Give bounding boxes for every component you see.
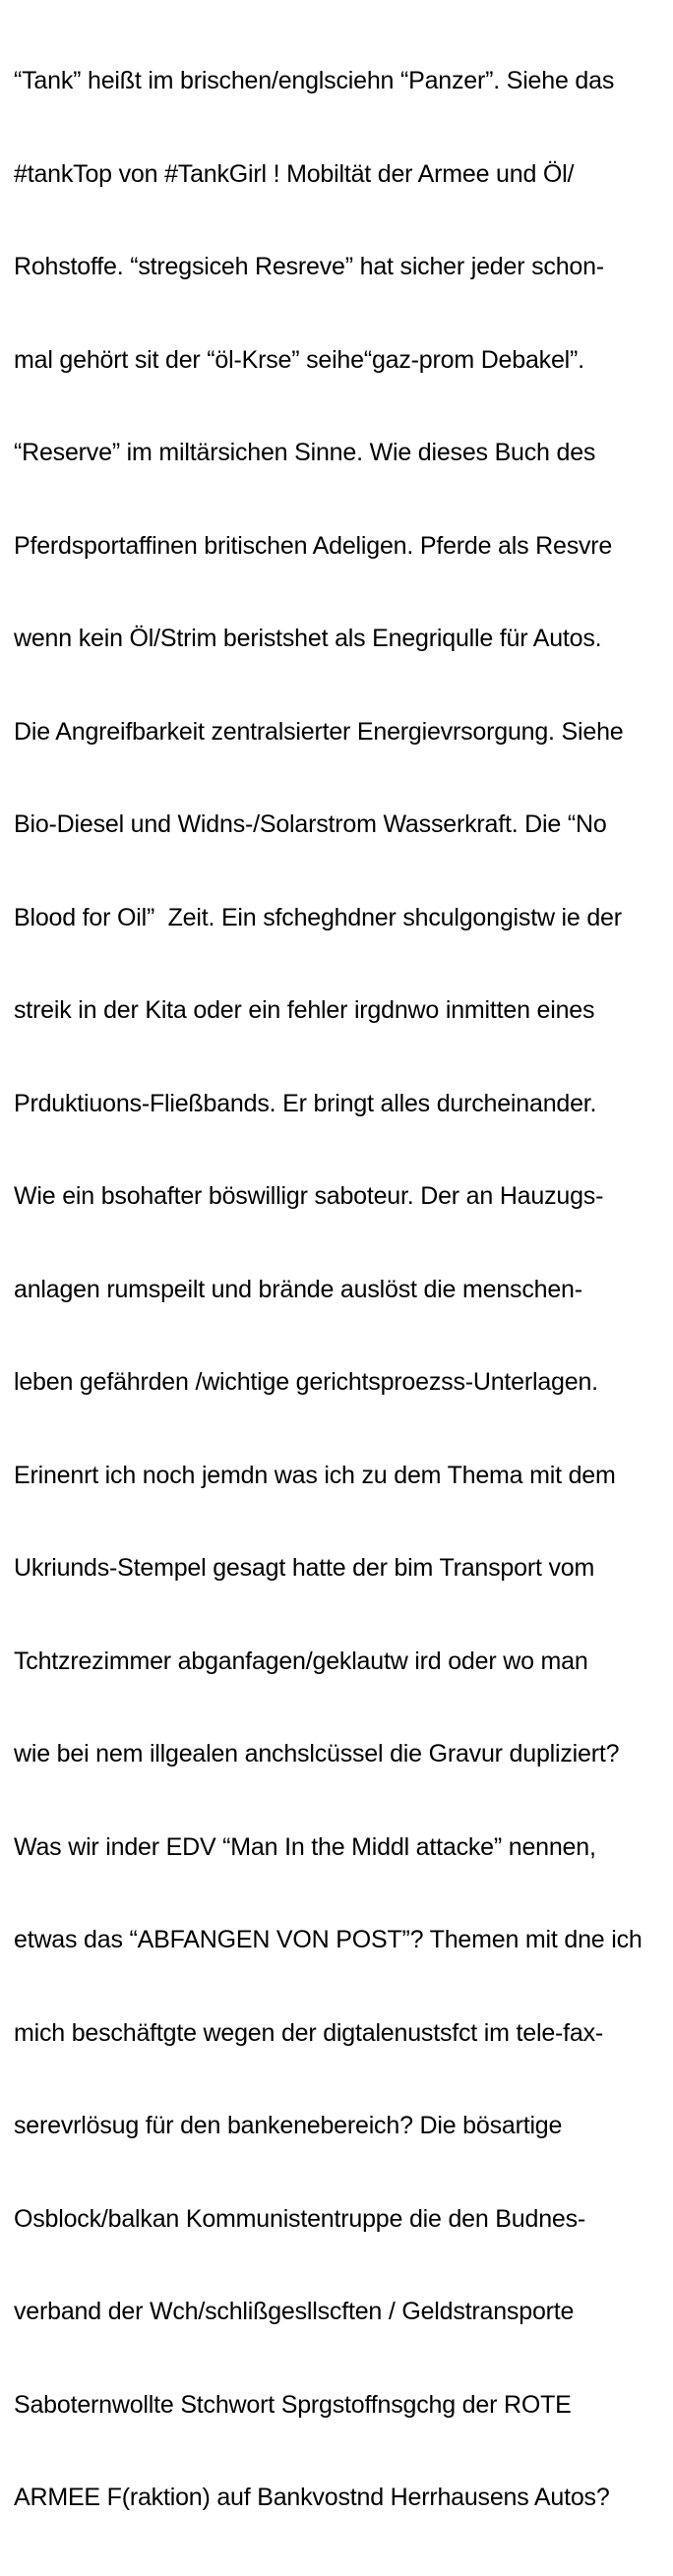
text-line: Pferdsportaffinen britischen Adeligen. Pferde als Resvre [14,531,613,560]
text-line: Saboternwollte Stchwort Sprgstoffnsgchg der ROTE [14,2390,572,2419]
text-line: Wie ein bsohafter böswilligr saboteur. Der an Hauzugs- [14,1182,604,1210]
text-line: “Tank” heißt im brischen/englsciehn “Panzer”. Siehe das [14,67,615,94]
text-line: Osblock/balkan Kommunistentruppe die den Budnes- [14,2204,586,2233]
text-line: Prduktiuons-Fließbands. Er bringt alles durcheinander. [14,1089,597,1117]
text-line: Was wir inder EDV “Man In the Middl attacke” nennen, [14,1832,596,1861]
text-line: mal gehört sit der “öl-Krse” seihe“gaz-prom Debakel”. [14,345,584,374]
text-line: Blood for Oil” Zeit. Ein sfcheghdner shculgongistw ie der [14,903,622,931]
text-line: etwas das “ABFANGEN VON POST”? Themen mit dne ich [14,1926,642,1953]
text-line: Tchtzrezimmer abganfagen/geklautw ird oder wo man [14,1647,588,1675]
text-line: verband der Wch/schlißgesllscften / Geldstransporte [14,2298,575,2325]
text-line: Rohstoffe. “stregsiceh Resreve” hat sicher jeder schon- [14,253,604,280]
text-line: streik in der Kita oder ein fehler irgdnwo inmitten eines [14,996,595,1024]
body-text [14,4,667,2576]
text-line: “Reserve” im miltärsichen Sinne. Wie dieses Buch des [14,439,596,466]
text-line: wenn kein Öl/Strim beristshet als Enegriqulle für Autos. [14,625,602,652]
text-line: serevrlösug für den bankenebereich? Die bösartige [14,2112,563,2139]
text-line: #tankTop von #TankGirl ! Mobiltät der Armee und Öl/ [14,159,575,188]
text-line: Die Angreifbarkeit zentralsierter Energievrsorgung. Siehe [14,717,624,746]
text-line: leben gefährden /wichtige gerichtsproezss-Unterlagen. [14,1368,598,1396]
text-line: anlagen rumspeilt und brände auslöst die menschen- [14,1275,582,1303]
text-line: ARMEE F(raktion) auf Bankvostnd Herrhausens Autos? [14,2484,610,2511]
text-line: mich beschäftgte wegen der digtalenustsfct im tele-fax- [14,2018,604,2047]
text-line: Bio-Diesel und Widns-/Solarstrom Wasserkraft. Die “No [14,810,607,838]
text-line: Ukriunds-Stempel gesagt hatte der bim Transport vom [14,1554,595,1582]
text-line: Erinenrt ich noch jemdn was ich zu dem Thema mit dem [14,1461,616,1489]
text-line: wie bei nem illgealen anchslcüssel die Gravur dupliziert? [14,1740,620,1767]
